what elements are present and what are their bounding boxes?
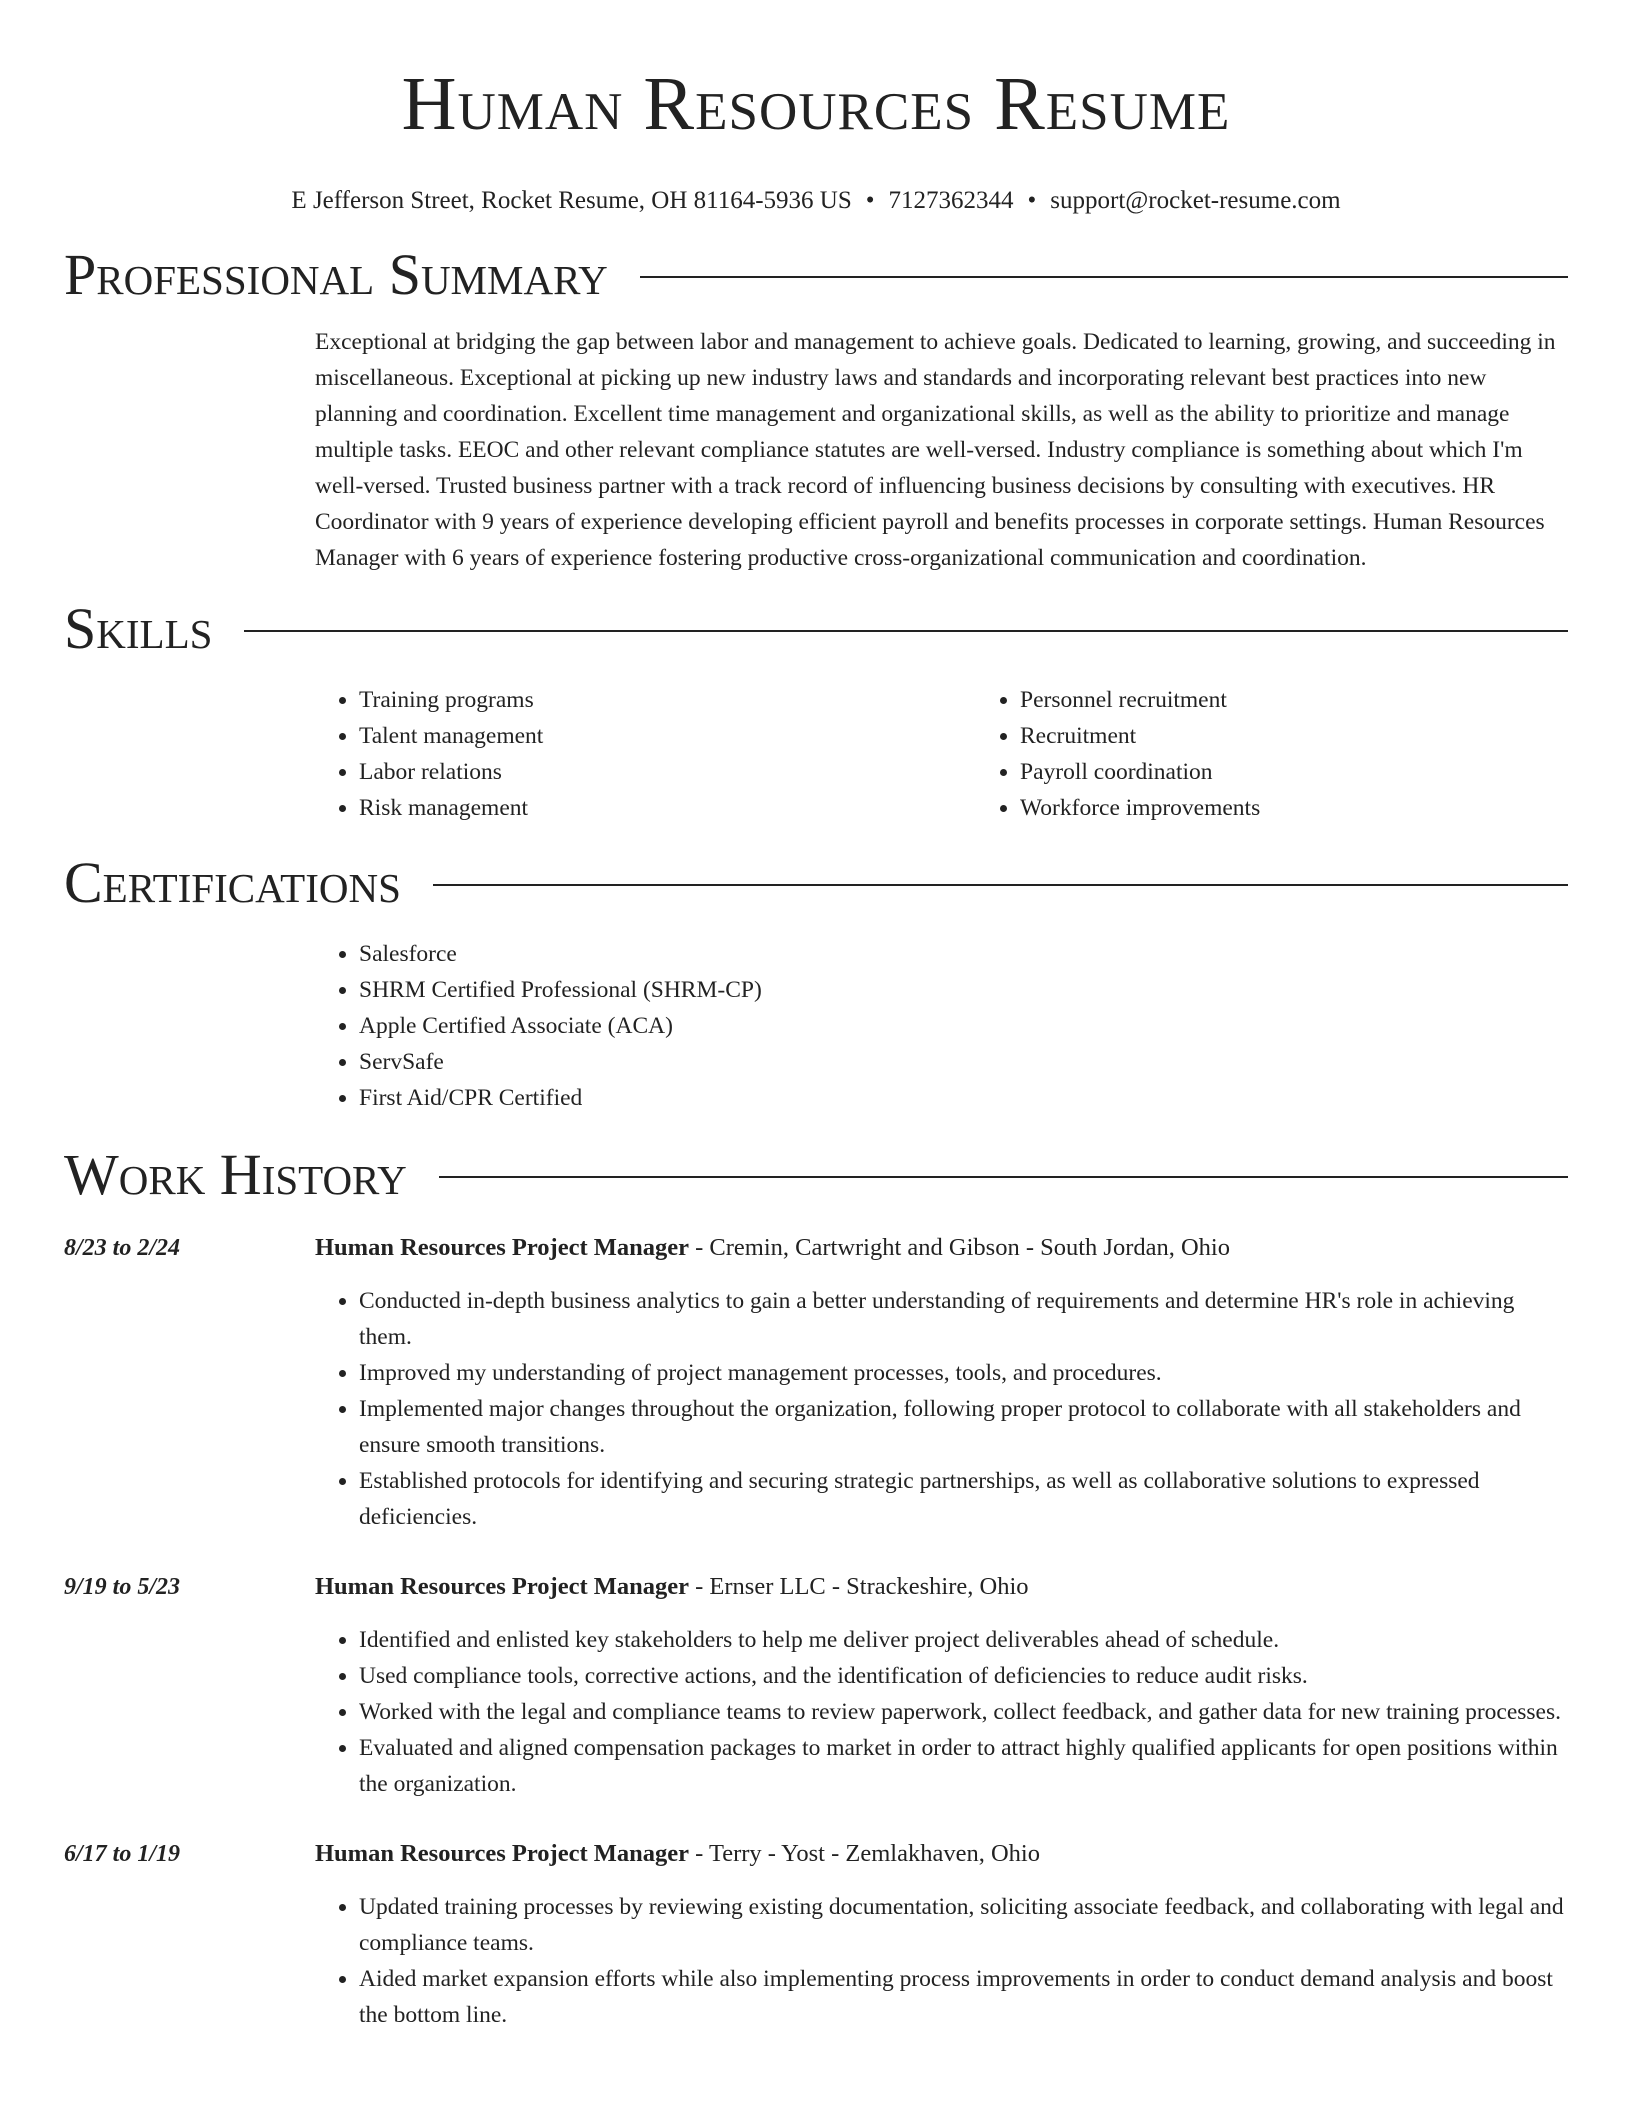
job-entry — [64, 1569, 1568, 1802]
phone: 7127362344 — [888, 187, 1014, 214]
job-bullets — [315, 1283, 1568, 1535]
section-divider — [439, 1176, 1568, 1178]
job-bullet: • Used compliance tools, corrective actions, and the identification of deficiencies to reduce audit risks. — [359, 1658, 1568, 1694]
page-title: Human Resources Resume — [401, 62, 1231, 146]
section-heading-certifications: Certifications — [64, 850, 401, 915]
certification-item: • Salesforce — [359, 936, 1568, 972]
job-body — [315, 1836, 1568, 2033]
job-heading — [315, 1569, 1568, 1605]
certification-item: • Apple Certified Associate (ACA) — [359, 1008, 1568, 1044]
job-dates: 9/19 to 5/23 — [64, 1574, 181, 1600]
work-section-header — [64, 1140, 1568, 1210]
section-divider — [640, 276, 1568, 278]
summary-text: Exceptional at bridging the gap between labor and management to achieve goals. Dedicated to learning, growing, and succeeding in miscellaneous. Exceptional at picking up new industry laws and standards and incorporating relevant best practices into new planning and coordination. Excellent time management and organizational skills, as well as the ability to prioritize and manage multiple tasks. EEOC and other relevant compliance statutes are well-versed. Industry compliance is something about which I'm well-versed. Trusted business partner with a track record of influencing business decisions by consulting with executives. HR Coordinator with 9 years of experience developing efficient payroll and benefits processes in corporate settings. Human Resources Manager with 6 years of experience fostering productive cross-organizational communication and coordination. — [315, 329, 1556, 571]
section-heading-skills: Skills — [64, 596, 213, 661]
certifications-section-header — [64, 848, 1568, 918]
summary-content — [315, 324, 1568, 576]
separator: • — [865, 187, 875, 214]
job-bullets — [315, 1889, 1568, 2033]
job-dates: 8/23 to 2/24 — [64, 1235, 181, 1261]
job-body — [315, 1230, 1568, 1535]
job-bullet: • Updated training processes by reviewing existing documentation, soliciting associate feedback, and collaborating with legal and compliance teams. — [359, 1889, 1568, 1961]
job-bullet: • Improved my understanding of project management processes, tools, and procedures. — [359, 1355, 1568, 1391]
job-dates: 6/17 to 1/19 — [64, 1841, 181, 1867]
certification-item: • First Aid/CPR Certified — [359, 1080, 1568, 1116]
skill-item: • Training programs — [359, 682, 976, 718]
job-bullet: • Identified and enlisted key stakeholders to help me deliver project deliverables ahead of schedule. — [359, 1622, 1568, 1658]
skill-item: • Personnel recruitment — [1020, 682, 1632, 718]
job-bullet: • Conducted in-depth business analytics to gain a better understanding of requirements and determine HR's role in achieving them. — [359, 1283, 1568, 1355]
certification-item: • ServSafe — [359, 1044, 1568, 1080]
section-heading-work-history: Work History — [64, 1142, 407, 1207]
skill-item: • Workforce improvements — [1020, 790, 1632, 826]
skills-section-header — [64, 594, 1568, 664]
job-entry — [64, 1836, 1568, 2033]
job-bullet: • Worked with the legal and compliance teams to review paperwork, collect feedback, and gather data for new training processes. — [359, 1694, 1568, 1730]
skill-item: • Talent management — [359, 718, 976, 754]
job-details: - Ernser LLC - Strackeshire, Ohio — [689, 1573, 1029, 1600]
email: support@rocket-resume.com — [1050, 187, 1341, 214]
job-bullet: • Established protocols for identifying and securing strategic partnerships, as well as collaborative solutions to expressed deficiencies. — [359, 1463, 1568, 1535]
job-title: Human Resources Project Manager — [315, 1234, 689, 1261]
job-bullets — [315, 1622, 1568, 1802]
skills-list-left — [315, 682, 976, 826]
address: E Jefferson Street, Rocket Resume, OH 81164-5936 US — [291, 187, 852, 214]
contact-line — [64, 186, 1568, 216]
job-heading — [315, 1230, 1568, 1266]
job-entry — [64, 1230, 1568, 1535]
skills-grid — [315, 682, 1568, 826]
skill-item: • Recruitment — [1020, 718, 1632, 754]
skill-item: • Risk management — [359, 790, 976, 826]
certifications-content — [315, 936, 1568, 1116]
skills-content — [315, 682, 1568, 826]
job-details: - Terry - Yost - Zemlakhaven, Ohio — [689, 1840, 1040, 1867]
job-body — [315, 1569, 1568, 1802]
job-heading — [315, 1836, 1568, 1872]
separator: • — [1027, 187, 1037, 214]
certifications-list — [315, 936, 1568, 1116]
job-bullet: • Aided market expansion efforts while also implementing process improvements in order to conduct demand analysis and boost the bottom line. — [359, 1961, 1568, 2033]
certification-item: • SHRM Certified Professional (SHRM-CP) — [359, 972, 1568, 1008]
job-title: Human Resources Project Manager — [315, 1573, 689, 1600]
section-heading-summary: Professional Summary — [64, 242, 608, 307]
job-bullet: • Implemented major changes throughout the organization, following proper protocol to collaborate with all stakeholders and ensure smooth transitions. — [359, 1391, 1568, 1463]
job-title: Human Resources Project Manager — [315, 1840, 689, 1867]
skills-list-right — [976, 682, 1632, 826]
skill-item: • Payroll coordination — [1020, 754, 1632, 790]
summary-section-header — [64, 240, 1568, 310]
section-divider — [244, 630, 1568, 632]
skill-item: • Labor relations — [359, 754, 976, 790]
section-divider — [433, 884, 1568, 886]
job-bullet: • Evaluated and aligned compensation packages to market in order to attract highly qualified applicants for open positions within the organization. — [359, 1730, 1568, 1802]
job-details: - Cremin, Cartwright and Gibson - South Jordan, Ohio — [689, 1234, 1230, 1261]
